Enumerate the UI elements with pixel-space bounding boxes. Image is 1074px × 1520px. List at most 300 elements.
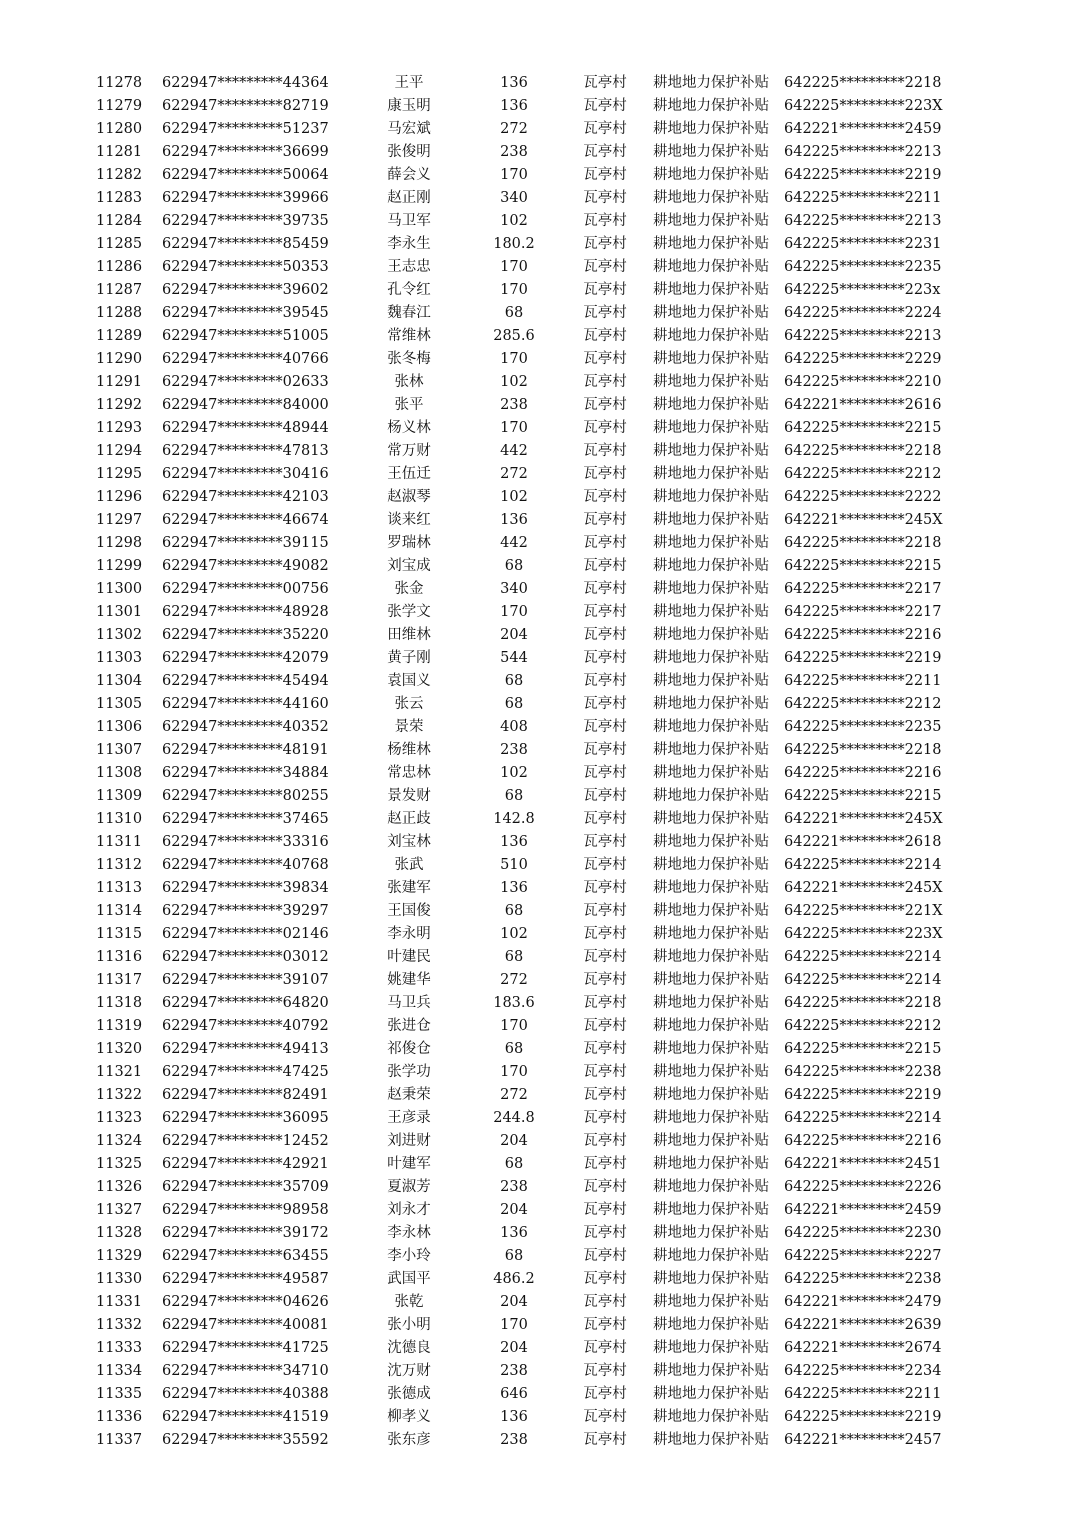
id-number: 642225*********2212 — [784, 1018, 942, 1034]
village-name: 瓦亭村 — [583, 627, 627, 643]
id-number: 642225*********2210 — [784, 374, 942, 390]
id-number: 642225*********2215 — [784, 558, 942, 574]
id-number: 642225*********223x — [784, 282, 941, 298]
id-number: 642225*********2214 — [784, 1110, 942, 1126]
village-name: 瓦亭村 — [583, 558, 627, 574]
bank-card-number: 622947*********36699 — [162, 144, 329, 160]
subsidy-type: 耕地地力保护补贴 — [653, 75, 769, 91]
table-row — [96, 95, 954, 118]
subsidy-amount: 170 — [500, 1317, 528, 1333]
village-name: 瓦亭村 — [583, 1018, 627, 1034]
row-number: 11303 — [96, 650, 143, 666]
row-number: 11293 — [96, 420, 143, 436]
table-row — [96, 854, 954, 877]
subsidy-type: 耕地地力保护补贴 — [653, 581, 769, 597]
subsidy-type: 耕地地力保护补贴 — [653, 328, 769, 344]
table-row — [96, 900, 954, 923]
bank-card-number: 622947*********84000 — [162, 397, 329, 413]
id-number: 642221*********2459 — [784, 121, 942, 137]
village-name: 瓦亭村 — [583, 1110, 627, 1126]
id-number: 642221*********2459 — [784, 1202, 942, 1218]
row-number: 11307 — [96, 742, 143, 758]
subsidy-amount: 136 — [500, 834, 528, 850]
table-row — [96, 1107, 954, 1130]
recipient-name: 李永明 — [387, 926, 431, 942]
village-name: 瓦亭村 — [583, 466, 627, 482]
recipient-name: 沈万财 — [387, 1363, 431, 1379]
recipient-name: 王国俊 — [387, 903, 431, 919]
recipient-name: 赵秉荣 — [387, 1087, 431, 1103]
row-number: 11336 — [96, 1409, 143, 1425]
row-number: 11289 — [96, 328, 143, 344]
id-number: 642221*********245X — [784, 880, 943, 896]
table-row — [96, 440, 954, 463]
id-number: 642225*********2227 — [784, 1248, 942, 1264]
id-number: 642225*********2218 — [784, 535, 942, 551]
village-name: 瓦亭村 — [583, 1156, 627, 1172]
row-number: 11280 — [96, 121, 143, 137]
bank-card-number: 622947*********47813 — [162, 443, 329, 459]
subsidy-type: 耕地地力保护补贴 — [653, 1409, 769, 1425]
subsidy-amount: 238 — [500, 1363, 528, 1379]
village-name: 瓦亭村 — [583, 1248, 627, 1264]
id-number: 642225*********2217 — [784, 581, 942, 597]
recipient-name: 张建军 — [387, 880, 431, 896]
row-number: 11294 — [96, 443, 143, 459]
table-row — [96, 1038, 954, 1061]
subsidy-amount: 170 — [500, 1064, 528, 1080]
bank-card-number: 622947*********35220 — [162, 627, 329, 643]
subsidy-amount: 238 — [500, 144, 528, 160]
row-number: 11318 — [96, 995, 143, 1011]
subsidy-type: 耕地地力保护补贴 — [653, 282, 769, 298]
recipient-name: 张东彦 — [387, 1432, 431, 1448]
subsidy-type: 耕地地力保护补贴 — [653, 1179, 769, 1195]
id-number: 642225*********2216 — [784, 1133, 942, 1149]
recipient-name: 黄子刚 — [387, 650, 431, 666]
id-number: 642225*********2214 — [784, 857, 942, 873]
bank-card-number: 622947*********42103 — [162, 489, 329, 505]
table-row — [96, 118, 954, 141]
row-number: 11313 — [96, 880, 143, 896]
subsidy-amount: 102 — [500, 926, 528, 942]
id-number: 642225*********2218 — [784, 742, 942, 758]
subsidy-type: 耕地地力保护补贴 — [653, 443, 769, 459]
village-name: 瓦亭村 — [583, 167, 627, 183]
subsidy-type: 耕地地力保护补贴 — [653, 374, 769, 390]
bank-card-number: 622947*********02146 — [162, 926, 329, 942]
village-name: 瓦亭村 — [583, 719, 627, 735]
village-name: 瓦亭村 — [583, 1179, 627, 1195]
row-number: 11288 — [96, 305, 143, 321]
subsidy-amount: 68 — [504, 949, 524, 965]
id-number: 642221*********245X — [784, 811, 943, 827]
recipient-name: 张小明 — [387, 1317, 431, 1333]
bank-card-number: 622947*********04626 — [162, 1294, 329, 1310]
row-number: 11320 — [96, 1041, 143, 1057]
bank-card-number: 622947*********40352 — [162, 719, 329, 735]
id-number: 642225*********2229 — [784, 351, 942, 367]
bank-card-number: 622947*********40388 — [162, 1386, 329, 1402]
village-name: 瓦亭村 — [583, 972, 627, 988]
village-name: 瓦亭村 — [583, 1087, 627, 1103]
table-row — [96, 946, 954, 969]
village-name: 瓦亭村 — [583, 1386, 627, 1402]
bank-card-number: 622947*********42079 — [162, 650, 329, 666]
village-name: 瓦亭村 — [583, 949, 627, 965]
id-number: 642225*********2215 — [784, 788, 942, 804]
recipient-name: 叶建军 — [387, 1156, 431, 1172]
village-name: 瓦亭村 — [583, 1363, 627, 1379]
table-row — [96, 233, 954, 256]
bank-card-number: 622947*********34884 — [162, 765, 329, 781]
bank-card-number: 622947*********49413 — [162, 1041, 329, 1057]
recipient-name: 田维林 — [387, 627, 431, 643]
subsidy-amount: 68 — [504, 1156, 524, 1172]
id-number: 642221*********2451 — [784, 1156, 942, 1172]
row-number: 11317 — [96, 972, 143, 988]
village-name: 瓦亭村 — [583, 1064, 627, 1080]
id-number: 642221*********2618 — [784, 834, 942, 850]
bank-card-number: 622947*********39735 — [162, 213, 329, 229]
row-number: 11333 — [96, 1340, 143, 1356]
id-number: 642225*********2216 — [784, 765, 942, 781]
subsidy-type: 耕地地力保护补贴 — [653, 903, 769, 919]
bank-card-number: 622947*********35592 — [162, 1432, 329, 1448]
recipient-name: 张进仓 — [387, 1018, 431, 1034]
village-name: 瓦亭村 — [583, 420, 627, 436]
table-row — [96, 1061, 954, 1084]
id-number: 642225*********2218 — [784, 443, 942, 459]
row-number: 11315 — [96, 926, 143, 942]
village-name: 瓦亭村 — [583, 1271, 627, 1287]
subsidy-type: 耕地地力保护补贴 — [653, 1248, 769, 1264]
row-number: 11331 — [96, 1294, 143, 1310]
id-number: 642225*********2219 — [784, 1409, 942, 1425]
subsidy-type: 耕地地力保护补贴 — [653, 167, 769, 183]
subsidy-type: 耕地地力保护补贴 — [653, 121, 769, 137]
subsidy-type: 耕地地力保护补贴 — [653, 742, 769, 758]
bank-card-number: 622947*********50353 — [162, 259, 329, 275]
subsidy-amount: 170 — [500, 259, 528, 275]
recipient-name: 马卫兵 — [387, 995, 431, 1011]
table-row — [96, 1291, 954, 1314]
table-row — [96, 394, 954, 417]
recipient-name: 马卫军 — [387, 213, 431, 229]
row-number: 11322 — [96, 1087, 143, 1103]
subsidy-type: 耕地地力保护补贴 — [653, 351, 769, 367]
bank-card-number: 622947*********80255 — [162, 788, 329, 804]
id-number: 642225*********2217 — [784, 604, 942, 620]
recipient-name: 张乾 — [394, 1294, 424, 1310]
id-number: 642225*********2219 — [784, 650, 942, 666]
subsidy-amount: 142.8 — [493, 811, 535, 827]
row-number: 11295 — [96, 466, 143, 482]
subsidy-type: 耕地地力保护补贴 — [653, 98, 769, 114]
table-row — [96, 808, 954, 831]
subsidy-type: 耕地地力保护补贴 — [653, 719, 769, 735]
row-number: 11330 — [96, 1271, 143, 1287]
id-number: 642225*********2231 — [784, 236, 942, 252]
subsidy-type: 耕地地力保护补贴 — [653, 995, 769, 1011]
row-number: 11308 — [96, 765, 143, 781]
subsidy-type: 耕地地力保护补贴 — [653, 834, 769, 850]
bank-card-number: 622947*********39602 — [162, 282, 329, 298]
row-number: 11297 — [96, 512, 143, 528]
village-name: 瓦亭村 — [583, 1041, 627, 1057]
id-number: 642225*********2235 — [784, 719, 942, 735]
village-name: 瓦亭村 — [583, 282, 627, 298]
row-number: 11301 — [96, 604, 143, 620]
bank-card-number: 622947*********41519 — [162, 1409, 329, 1425]
subsidy-type: 耕地地力保护补贴 — [653, 1156, 769, 1172]
subsidy-type: 耕地地力保护补贴 — [653, 420, 769, 436]
subsidy-type: 耕地地力保护补贴 — [653, 650, 769, 666]
row-number: 11329 — [96, 1248, 143, 1264]
subsidy-amount: 646 — [500, 1386, 528, 1402]
recipient-name: 罗瑞林 — [387, 535, 431, 551]
village-name: 瓦亭村 — [583, 604, 627, 620]
subsidy-type: 耕地地力保护补贴 — [653, 305, 769, 321]
id-number: 642225*********2214 — [784, 972, 942, 988]
id-number: 642225*********2211 — [784, 190, 942, 206]
id-number: 642221*********2616 — [784, 397, 942, 413]
recipient-name: 张云 — [394, 696, 424, 712]
subsidy-amount: 136 — [500, 512, 528, 528]
recipient-name: 张金 — [394, 581, 424, 597]
village-name: 瓦亭村 — [583, 397, 627, 413]
recipient-name: 张武 — [394, 857, 424, 873]
subsidy-amount: 68 — [504, 696, 524, 712]
recipient-name: 祁俊仓 — [387, 1041, 431, 1057]
recipient-name: 景荣 — [394, 719, 424, 735]
id-number: 642221*********245X — [784, 512, 943, 528]
recipient-name: 赵正歧 — [387, 811, 431, 827]
subsidy-amount: 102 — [500, 213, 528, 229]
village-name: 瓦亭村 — [583, 374, 627, 390]
subsidy-amount: 136 — [500, 75, 528, 91]
table-row — [96, 647, 954, 670]
bank-card-number: 622947*********48928 — [162, 604, 329, 620]
table-row — [96, 578, 954, 601]
row-number: 11306 — [96, 719, 143, 735]
row-number: 11300 — [96, 581, 143, 597]
table-row — [96, 417, 954, 440]
recipient-name: 张俊明 — [387, 144, 431, 160]
subsidy-records-table — [96, 72, 954, 1452]
village-name: 瓦亭村 — [583, 259, 627, 275]
row-number: 11314 — [96, 903, 143, 919]
village-name: 瓦亭村 — [583, 75, 627, 91]
table-row — [96, 256, 954, 279]
subsidy-type: 耕地地力保护补贴 — [653, 627, 769, 643]
id-number: 642225*********2213 — [784, 144, 942, 160]
table-row — [96, 486, 954, 509]
row-number: 11309 — [96, 788, 143, 804]
subsidy-amount: 238 — [500, 742, 528, 758]
row-number: 11302 — [96, 627, 143, 643]
village-name: 瓦亭村 — [583, 857, 627, 873]
bank-card-number: 622947*********33316 — [162, 834, 329, 850]
bank-card-number: 622947*********46674 — [162, 512, 329, 528]
table-row — [96, 762, 954, 785]
table-row — [96, 532, 954, 555]
recipient-name: 刘进财 — [387, 1133, 431, 1149]
row-number: 11312 — [96, 857, 143, 873]
village-name: 瓦亭村 — [583, 1133, 627, 1149]
id-number: 642225*********2215 — [784, 420, 942, 436]
row-number: 11292 — [96, 397, 143, 413]
id-number: 642225*********2212 — [784, 466, 942, 482]
bank-card-number: 622947*********45494 — [162, 673, 329, 689]
subsidy-type: 耕地地力保护补贴 — [653, 673, 769, 689]
bank-card-number: 622947*********30416 — [162, 466, 329, 482]
id-number: 642225*********2222 — [784, 489, 942, 505]
subsidy-type: 耕地地力保护补贴 — [653, 397, 769, 413]
subsidy-amount: 486.2 — [493, 1271, 535, 1287]
table-row — [96, 1383, 954, 1406]
subsidy-type: 耕地地力保护补贴 — [653, 512, 769, 528]
table-row — [96, 325, 954, 348]
bank-card-number: 622947*********12452 — [162, 1133, 329, 1149]
recipient-name: 张林 — [394, 374, 424, 390]
village-name: 瓦亭村 — [583, 512, 627, 528]
village-name: 瓦亭村 — [583, 443, 627, 459]
village-name: 瓦亭村 — [583, 650, 627, 666]
recipient-name: 刘永才 — [387, 1202, 431, 1218]
subsidy-amount: 204 — [500, 1133, 528, 1149]
subsidy-type: 耕地地力保护补贴 — [653, 1018, 769, 1034]
id-number: 642225*********2230 — [784, 1225, 942, 1241]
id-number: 642221*********2479 — [784, 1294, 942, 1310]
recipient-name: 马宏斌 — [387, 121, 431, 137]
bank-card-number: 622947*********39966 — [162, 190, 329, 206]
subsidy-amount: 136 — [500, 880, 528, 896]
id-number: 642225*********2219 — [784, 1087, 942, 1103]
id-number: 642225*********2238 — [784, 1064, 942, 1080]
id-number: 642225*********223X — [784, 926, 943, 942]
recipient-name: 叶建民 — [387, 949, 431, 965]
row-number: 11323 — [96, 1110, 143, 1126]
id-number: 642221*********2457 — [784, 1432, 942, 1448]
records-body — [96, 72, 954, 1452]
row-number: 11290 — [96, 351, 143, 367]
row-number: 11279 — [96, 98, 143, 114]
subsidy-type: 耕地地力保护补贴 — [653, 213, 769, 229]
village-name: 瓦亭村 — [583, 995, 627, 1011]
row-number: 11287 — [96, 282, 143, 298]
recipient-name: 谈来红 — [387, 512, 431, 528]
recipient-name: 李永林 — [387, 1225, 431, 1241]
table-row — [96, 463, 954, 486]
bank-card-number: 622947*********39115 — [162, 535, 329, 551]
row-number: 11319 — [96, 1018, 143, 1034]
subsidy-amount: 442 — [500, 443, 528, 459]
recipient-name: 张冬梅 — [387, 351, 431, 367]
row-number: 11286 — [96, 259, 143, 275]
id-number: 642225*********223X — [784, 98, 943, 114]
bank-card-number: 622947*********48191 — [162, 742, 329, 758]
village-name: 瓦亭村 — [583, 213, 627, 229]
subsidy-amount: 244.8 — [493, 1110, 535, 1126]
subsidy-type: 耕地地力保护补贴 — [653, 1386, 769, 1402]
table-row — [96, 969, 954, 992]
id-number: 642225*********2211 — [784, 1386, 942, 1402]
id-number: 642225*********2218 — [784, 75, 942, 91]
bank-card-number: 622947*********39172 — [162, 1225, 329, 1241]
village-name: 瓦亭村 — [583, 144, 627, 160]
subsidy-amount: 68 — [504, 903, 524, 919]
id-number: 642225*********2212 — [784, 696, 942, 712]
table-row — [96, 141, 954, 164]
recipient-name: 赵淑琴 — [387, 489, 431, 505]
subsidy-amount: 180.2 — [493, 236, 535, 252]
subsidy-type: 耕地地力保护补贴 — [653, 604, 769, 620]
village-name: 瓦亭村 — [583, 236, 627, 252]
table-row — [96, 1199, 954, 1222]
row-number: 11299 — [96, 558, 143, 574]
row-number: 11316 — [96, 949, 143, 965]
row-number: 11334 — [96, 1363, 143, 1379]
subsidy-amount: 170 — [500, 351, 528, 367]
subsidy-type: 耕地地力保护补贴 — [653, 1340, 769, 1356]
subsidy-amount: 204 — [500, 1294, 528, 1310]
subsidy-amount: 136 — [500, 1409, 528, 1425]
recipient-name: 李永生 — [387, 236, 431, 252]
subsidy-amount: 408 — [500, 719, 528, 735]
row-number: 11285 — [96, 236, 143, 252]
subsidy-amount: 204 — [500, 1202, 528, 1218]
village-name: 瓦亭村 — [583, 351, 627, 367]
subsidy-type: 耕地地力保护补贴 — [653, 489, 769, 505]
village-name: 瓦亭村 — [583, 98, 627, 114]
table-row — [96, 923, 954, 946]
recipient-name: 张学文 — [387, 604, 431, 620]
bank-card-number: 622947*********36095 — [162, 1110, 329, 1126]
table-row — [96, 555, 954, 578]
subsidy-amount: 510 — [500, 857, 528, 873]
table-row — [96, 509, 954, 532]
recipient-name: 常万财 — [387, 443, 431, 459]
village-name: 瓦亭村 — [583, 811, 627, 827]
table-row — [96, 877, 954, 900]
subsidy-type: 耕地地力保护补贴 — [653, 765, 769, 781]
village-name: 瓦亭村 — [583, 903, 627, 919]
subsidy-amount: 238 — [500, 1179, 528, 1195]
subsidy-type: 耕地地力保护补贴 — [653, 1317, 769, 1333]
table-row — [96, 831, 954, 854]
subsidy-amount: 272 — [500, 466, 528, 482]
bank-card-number: 622947*********40792 — [162, 1018, 329, 1034]
village-name: 瓦亭村 — [583, 581, 627, 597]
id-number: 642225*********2215 — [784, 1041, 942, 1057]
row-number: 11311 — [96, 834, 143, 850]
subsidy-type: 耕地地力保护补贴 — [653, 949, 769, 965]
subsidy-type: 耕地地力保护补贴 — [653, 1363, 769, 1379]
subsidy-amount: 68 — [504, 1041, 524, 1057]
bank-card-number: 622947*********82491 — [162, 1087, 329, 1103]
subsidy-amount: 68 — [504, 305, 524, 321]
table-row — [96, 348, 954, 371]
table-row — [96, 624, 954, 647]
recipient-name: 赵正刚 — [387, 190, 431, 206]
subsidy-type: 耕地地力保护补贴 — [653, 880, 769, 896]
village-name: 瓦亭村 — [583, 926, 627, 942]
subsidy-amount: 68 — [504, 558, 524, 574]
bank-card-number: 622947*********47425 — [162, 1064, 329, 1080]
bank-card-number: 622947*********39834 — [162, 880, 329, 896]
subsidy-amount: 102 — [500, 489, 528, 505]
